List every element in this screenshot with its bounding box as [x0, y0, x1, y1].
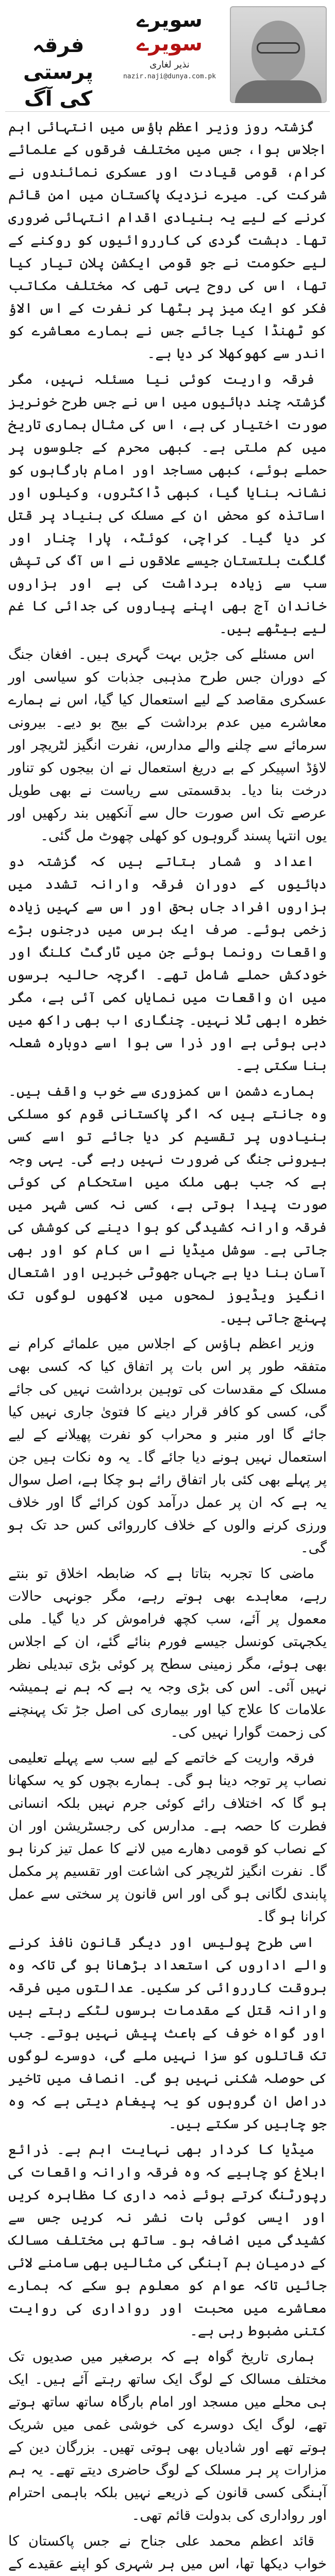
column-brand: [115, 8, 224, 81]
article-paragraph: ہمارے دشمن اس کمزوری سے خوب واقف ہیں۔ وہ جانتے ہیں کہ اگر پاکستانی قوم کو مسلکی بنیادوں پر تقسیم کر دیا جائے تو اسے کسی بیرونی جنگ کی ضرورت نہیں رہے گی۔ یہی وجہ ہے کہ جب بھی ملک میں استحکام کی کوئی صورت پیدا ہوتی ہے، کسی نہ کسی شہر میں فرقہ وارانہ کشیدگی کو ہوا دینے کی کوشش کی جاتی ہے۔ سوشل میڈیا نے اس کام کو اور بھی آسان بنا دیا ہے جہاں جھوٹی خبریں اور اشتعال انگیز ویڈیوز لمحوں میں لاکھوں لوگوں تک پہنچ جاتی ہیں۔: [8, 1083, 327, 1326]
author-email: nazir.naji@dunya.com.pk: [123, 73, 216, 80]
article-paragraph: اسی طرح پولیس اور دیگر قانون نافذ کرنے والے اداروں کی استعداد بڑھانا ہو گی تاکہ وہ بروقت کارروائی کر سکیں۔ عدالتوں میں فرقہ وارانہ قتل کے مقدمات برسوں لٹکے رہتے ہیں اور گواہ خوف کے باعث پیش نہیں ہوتے۔ جب تک قاتلوں کو سزا نہیں ملے گی، دوسرے لوگوں کی حوصلہ شکنی نہیں ہو گی۔ انصاف میں تاخیر دراصل ان گروہوں کو یہ پیغام دیتی ہے کہ وہ جو چاہیں کر سکتے ہیں۔: [8, 1935, 327, 2132]
article-paragraph: فرقہ واریت کے خاتمے کے لیے سب سے پہلے تعلیمی نصاب پر توجہ دینا ہو گی۔ ہمارے بچوں کو یہ سکھانا ہو گا کہ اختلاف رائے کوئی جرم نہیں بلکہ انسانی فطرت کا حصہ ہے۔ مدارس کی رجسٹریشن اور ان کے نصاب کو قومی دھارے میں لانے کا عمل تیز کرنا ہو گا۔ نفرت انگیز لٹریچر کی اشاعت اور تقسیم پر مکمل پابندی لگانی ہو گی اور اس قانون پر سختی سے عمل کرانا ہو گا۔: [8, 1750, 327, 1925]
article-paragraph: وزیر اعظم ہاؤس کے اجلاس میں علمائے کرام نے متفقہ طور پر اس بات پر اتفاق کیا کہ کسی بھی مسلک کے مقدسات کی توہین برداشت نہیں کی جائے گی، کسی کو کافر قرار دینے کا فتویٰ جاری نہیں کیا جائے گا اور منبر و محراب کو نفرت پھیلانے کے لیے استعمال نہیں ہونے دیا جائے گا۔ یہ وہ نکات ہیں جن پر پہلے بھی کئی بار اتفاق رائے ہو چکا ہے، اصل سوال یہ ہے کہ ان پر عمل درآمد کون کرائے گا اور خلاف ورزی کرنے والوں کے خلاف کارروائی کس حد تک ہو گی۔: [8, 1336, 327, 1556]
article-paragraph: ماضی کا تجربہ بتاتا ہے کہ ضابطہ اخلاق تو بنتے رہے، معاہدے بھی ہوتے رہے، مگر جونہی حالات معمول پر آئے، سب کچھ فراموش کر دیا گیا۔ ملی یکجہتی کونسل جیسے فورم بنائے گئے، ان کے اجلاس بھی ہوئے، مگر زمینی سطح پر کوئی بڑی تبدیلی نظر نہیں آئی۔ اس کی بڑی وجہ یہ ہے کہ ہم نے ہمیشہ علامات کا علاج کیا اور بیماری کی اصل جڑ تک پہنچنے کی زحمت گوارا نہیں کی۔: [8, 1566, 327, 1740]
article-paragraph: اعداد و شمار بتاتے ہیں کہ گزشتہ دو دہائیوں کے دوران فرقہ وارانہ تشدد میں ہزاروں افراد جاں بحق اور اس سے کہیں زیادہ زخمی ہوئے۔ صرف ایک برس میں درجنوں بڑے واقعات رونما ہوئے جن میں ٹارگٹ کلنگ اور خودکش حملے شامل تھے۔ اگرچہ حالیہ برسوں میں ان واقعات میں نمایاں کمی آئی ہے، مگر خطرہ ابھی ٹلا نہیں۔ چنگاری اب بھی راکھ میں دبی ہوئی ہے اور ذرا سی ہوا اسے دوبارہ شعلہ بنا سکتی ہے۔: [8, 854, 327, 1074]
article-paragraph: اس مسئلے کی جڑیں بہت گہری ہیں۔ افغان جنگ کے دوران جس طرح مذہبی جذبات کو سیاسی اور عسکری مقاصد کے لیے استعمال کیا گیا، اس نے ہمارے معاشرے میں عدم برداشت کے بیج بو دیے۔ بیرونی سرمائے سے چلنے والے مدارس، نفرت انگیز لٹریچر اور لاؤڈ اسپیکر کے بے دریغ استعمال نے ان بیجوں کو تناور درخت بنا دیا۔ بدقسمتی سے ریاست نے بھی طویل عرصے تک اس صورت حال سے آنکھیں بند رکھیں اور یوں انتہا پسند گروہوں کو کھلی چھوٹ مل گئی۔: [8, 647, 327, 844]
author-name: نذیر لغاری: [149, 59, 190, 70]
column-header: [5, 3, 330, 112]
article-paragraph: ہماری تاریخ گواہ ہے کہ برصغیر میں صدیوں تک مختلف مسالک کے لوگ ایک ساتھ رہتے آئے ہیں۔ ایک ہی محلے میں مسجد اور امام بارگاہ ساتھ ساتھ ہوتے تھے، لوگ ایک دوسرے کی خوشی غمی میں شریک ہوتے تھے اور شادیاں بھی ہوتی تھیں۔ بزرگان دین کے مزارات پر ہر مسلک کے لوگ حاضری دیتے تھے۔ یہ ہم آہنگی کسی قانون کے ذریعے نہیں بلکہ باہمی احترام اور رواداری کی بدولت قائم تھی۔: [8, 2349, 327, 2523]
article-paragraph: گزشتہ روز وزیر اعظم ہاؤس میں انتہائی اہم اجلاس ہوا، جس میں مختلف فرقوں کے علمائے کرام، قومی قیادت اور عسکری نمائندوں نے شرکت کی۔ میرے نزدیک پاکستان میں امن قائم کرنے کے لیے یہ بنیادی اقدام انتہائی ضروری تھا۔ دہشت گردی کی کارروائیوں کو روکنے کے لیے حکومت نے جو قومی ایکشن پلان تیار کیا تھا، اس کی روح یہی تھی کہ مختلف مکاتب فکر کو ایک میز پر بٹھا کر نفرت کے اس الاؤ کو ٹھنڈا کیا جائے جس نے ہمارے معاشرے کو اندر سے کھوکھلا کر دیا ہے۔: [8, 119, 327, 362]
article-body: [5, 112, 330, 2576]
article-paragraph: فرقہ واریت کوئی نیا مسئلہ نہیں، مگر گزشتہ چند دہائیوں میں اس نے جس طرح خونریز صورت اختیار کی ہے، اس کی مثال ہماری تاریخ میں کم ملتی ہے۔ کبھی محرم کے جلوسوں پر حملے ہوئے، کبھی مساجد اور امام بارگاہوں کو نشانہ بنایا گیا، کبھی ڈاکٹروں، وکیلوں اور اساتذہ کو محض ان کے مسلک کی بنیاد پر قتل کر دیا گیا۔ کراچی، کوئٹہ، پارا چنار اور گلگت بلتستان جیسے علاقوں نے اس آگ کی تپش سب سے زیادہ برداشت کی ہے اور ہزاروں خاندان آج بھی اپنے پیاروں کی جدائی کا غم لیے بیٹھے ہیں۔: [8, 371, 327, 637]
article-title: فرقہ پرستی کی آگ: [23, 33, 94, 111]
author-shoulders: [235, 80, 322, 103]
brand-logo-line2: سویرے: [137, 32, 203, 56]
brand-logo-line1: سویرے: [137, 8, 203, 32]
column-page: [5, 3, 330, 2572]
article-paragraph: قائد اعظم محمد علی جناح نے جس پاکستان کا خواب دیکھا تھا، اس میں ہر شہری کو اپنے عقیدے کے: [8, 2533, 327, 2572]
author-photo: [230, 6, 327, 103]
glasses-icon: [257, 42, 300, 54]
article-paragraph: میڈیا کا کردار بھی نہایت اہم ہے۔ ذرائع ابلاغ کو چاہیے کہ وہ فرقہ وارانہ واقعات کی رپورٹنگ کرتے ہوئے ذمہ داری کا مظاہرہ کریں اور ایسی کوئی بات نشر نہ کریں جس سے کشیدگی میں اضافہ ہو۔ ساتھ ہی مختلف مسالک کے درمیان ہم آہنگی کی مثالیں بھی سامنے لائی جائیں تاکہ عوام کو معلوم ہو سکے کہ ہمارے معاشرے میں محبت اور رواداری کی روایت کتنی مضبوط رہی ہے۔: [8, 2142, 327, 2339]
